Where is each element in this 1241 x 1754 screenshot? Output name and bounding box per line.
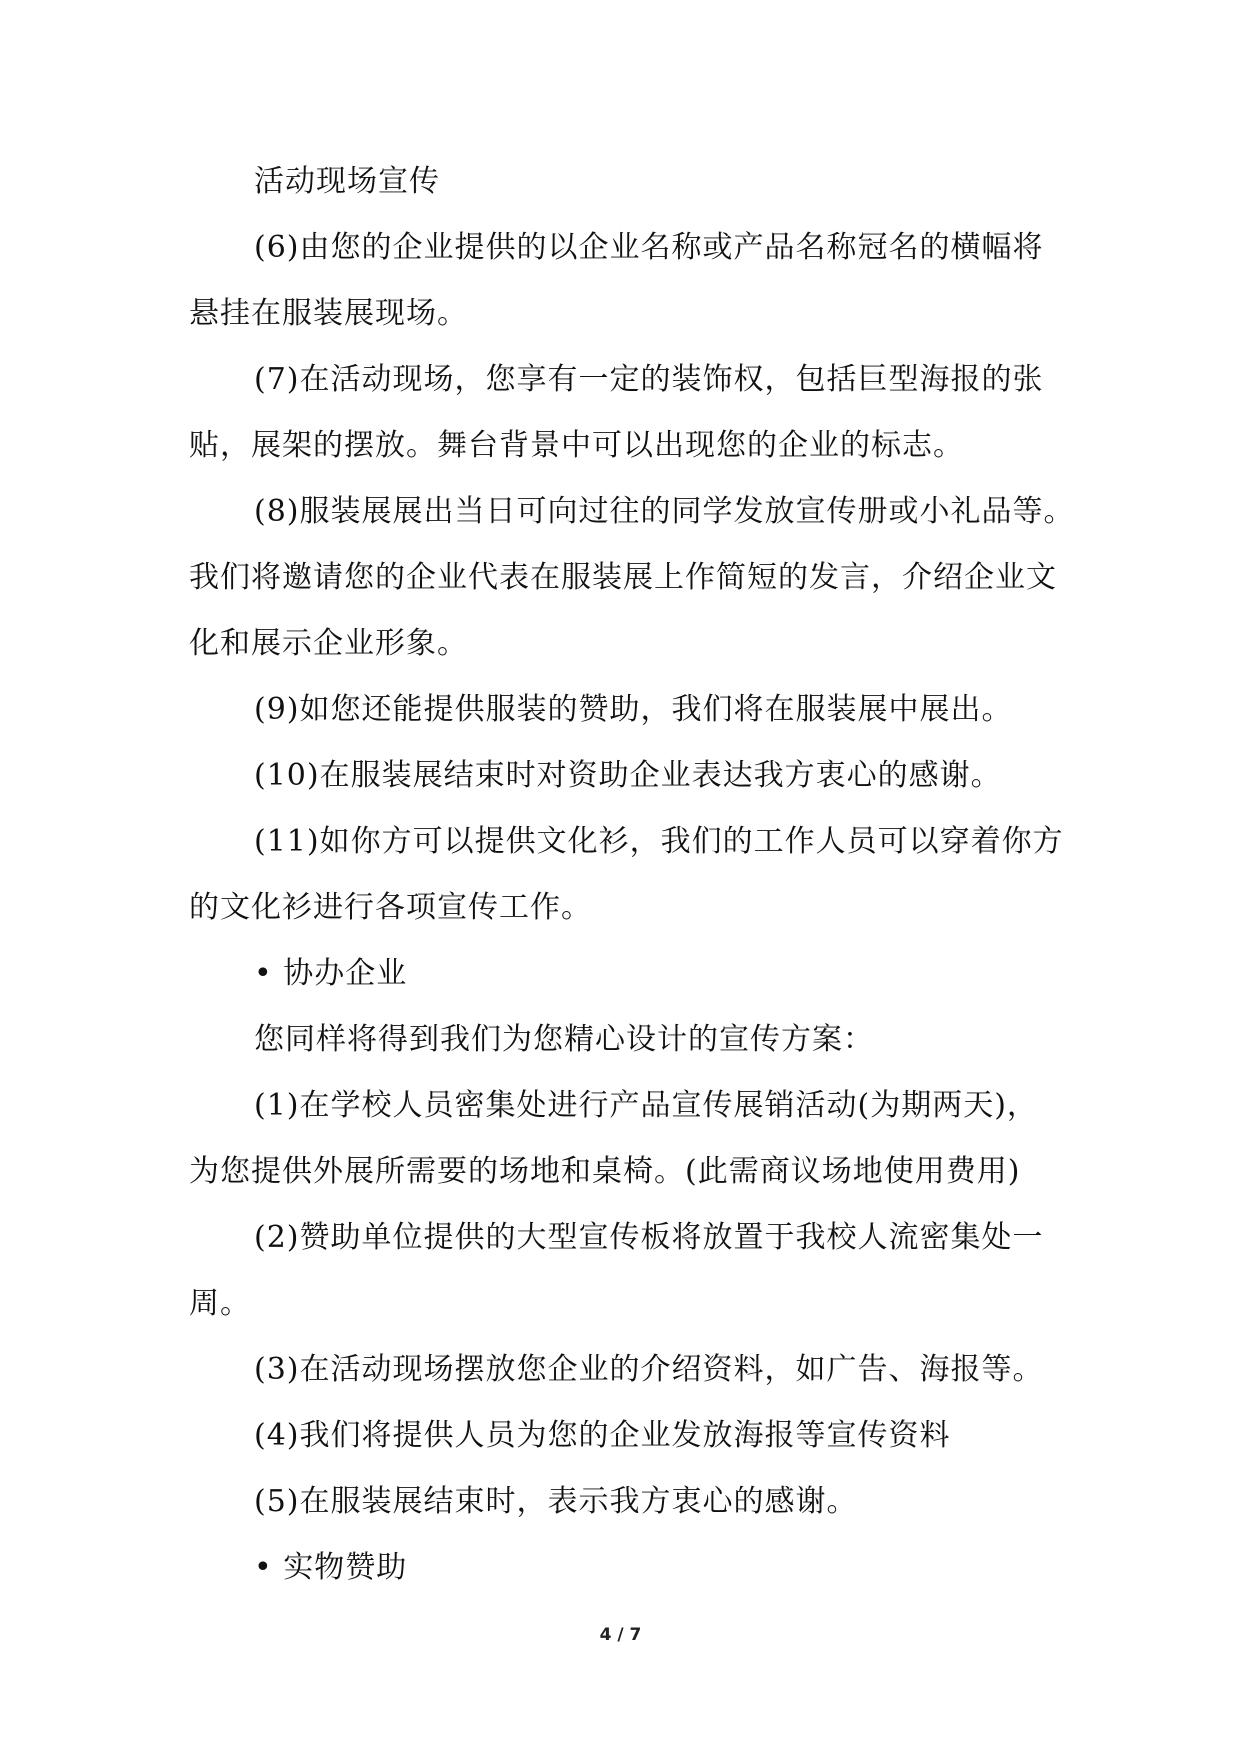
paragraph-line: (6)由您的企业提供的以企业名称或产品名称冠名的横幅将 — [254, 230, 1044, 265]
paragraph-line: (9)如您还能提供服装的赞助，我们将在服装展中展出。 — [254, 692, 1013, 727]
bullet-heading-co-organizer: • 协办企业 — [254, 956, 408, 991]
paragraph-line: (2)赞助单位提供的大型宣传板将放置于我校人流密集处一 — [254, 1220, 1044, 1255]
paragraph-line: (1)在学校人员密集处进行产品宣传展销活动(为期两天)， — [254, 1088, 1038, 1123]
paragraph-line: (10)在服装展结束时对资助企业表达我方衷心的感谢。 — [254, 758, 1002, 793]
paragraph-line: (4)我们将提供人员为您的企业发放海报等宣传资料 — [254, 1418, 951, 1453]
paragraph-line: (8)服装展展出当日可向过往的同学发放宣传册或小礼品等。 — [254, 494, 1075, 529]
paragraph-line: (5)在服装展结束时，表示我方衷心的感谢。 — [254, 1484, 858, 1519]
paragraph-line: 为您提供外展所需要的场地和桌椅。(此需商议场地使用费用) — [189, 1154, 1021, 1189]
paragraph-line: 您同样将得到我们为您精心设计的宣传方案： — [254, 1022, 874, 1057]
page-number: 4 / 7 — [599, 1625, 642, 1645]
bullet-heading-in-kind-sponsorship: • 实物赞助 — [254, 1550, 408, 1585]
paragraph-line: 贴，展架的摆放。舞台背景中可以出现您的企业的标志。 — [189, 428, 964, 463]
paragraph-line: 化和展示企业形象。 — [189, 626, 468, 661]
paragraph-line: (7)在活动现场，您享有一定的装饰权，包括巨型海报的张 — [254, 362, 1044, 397]
paragraph-line: 悬挂在服装展现场。 — [189, 296, 468, 331]
paragraph-line: 的文化衫进行各项宣传工作。 — [189, 890, 592, 925]
paragraph-line: 我们将邀请您的企业代表在服装展上作简短的发言，介绍企业文 — [189, 560, 1057, 595]
heading-onsite-promotion: 活动现场宣传 — [254, 164, 440, 199]
paragraph-line: (3)在活动现场摆放您企业的介绍资料，如广告、海报等。 — [254, 1352, 1044, 1387]
paragraph-line: (11)如你方可以提供文化衫，我们的工作人员可以穿着你方 — [254, 824, 1064, 859]
paragraph-line: 周。 — [189, 1286, 251, 1321]
